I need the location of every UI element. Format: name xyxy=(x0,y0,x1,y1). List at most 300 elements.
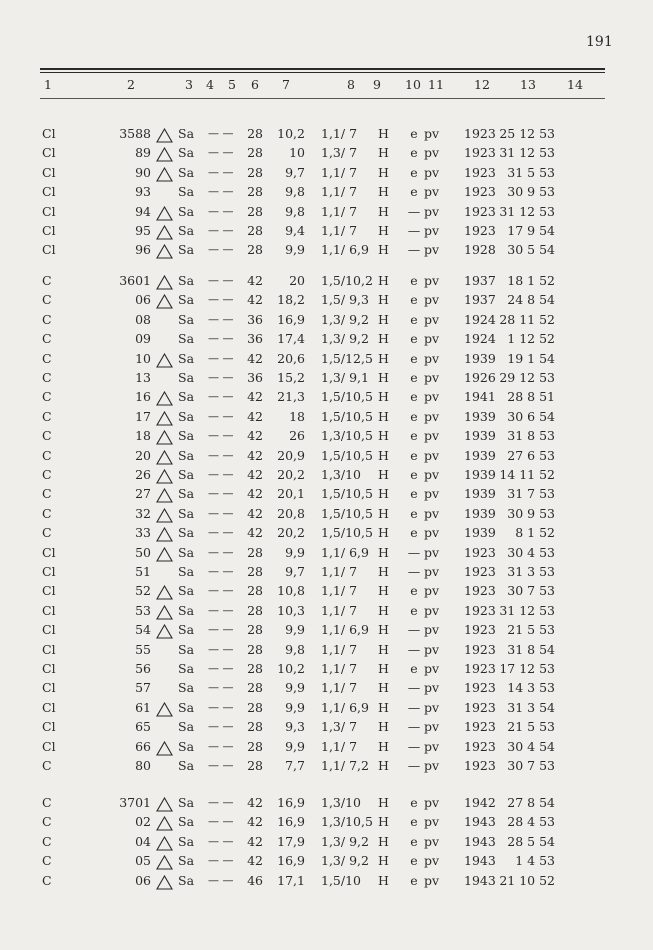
sa-value: Sa xyxy=(178,505,195,521)
triangle-icon xyxy=(156,875,173,890)
entry-number: 33 xyxy=(135,525,151,541)
value-col7: 15,2 xyxy=(277,370,305,385)
dash-columns: — — xyxy=(208,700,234,714)
e-value: — xyxy=(407,719,421,735)
table-row xyxy=(0,873,653,893)
sa-value: Sa xyxy=(178,486,195,502)
year-value: 1937 xyxy=(464,292,496,308)
year-value: 1939 xyxy=(464,428,496,444)
h-value: H xyxy=(378,833,389,849)
date-value: 30 4 54 xyxy=(507,738,555,754)
category-code: Cl xyxy=(42,564,56,579)
value-col6: 28 xyxy=(247,622,263,638)
pv-value: pv xyxy=(424,428,440,444)
year-value: 1923 xyxy=(464,680,496,696)
e-value: — xyxy=(407,544,421,560)
h-value: H xyxy=(378,273,389,288)
e-value: — xyxy=(407,622,421,638)
table-row xyxy=(0,409,653,429)
sa-value: Sa xyxy=(178,661,195,676)
column-header-12: 12 xyxy=(474,77,490,92)
date-value: 18 1 52 xyxy=(507,273,555,288)
date-value: 30 9 53 xyxy=(507,184,555,200)
value-col6: 42 xyxy=(247,292,263,308)
value-col7: 26 xyxy=(289,428,305,444)
triangle-icon xyxy=(156,855,173,870)
triangle-icon xyxy=(156,702,173,717)
table-row xyxy=(0,223,653,243)
year-value: 1939 xyxy=(464,486,496,502)
date-value: 30 7 53 xyxy=(507,758,555,773)
pv-value: pv xyxy=(424,486,440,502)
top-thin-rule xyxy=(40,72,605,73)
value-col6: 42 xyxy=(247,853,263,869)
table-row xyxy=(0,145,653,165)
value-col7: 16,9 xyxy=(277,795,305,810)
value-col7: 9,8 xyxy=(285,641,305,657)
date-value: 24 8 54 xyxy=(507,292,555,308)
category-code: C xyxy=(42,795,52,810)
value-col6: 36 xyxy=(247,311,263,327)
value-col6: 28 xyxy=(247,699,263,715)
entry-number: 06 xyxy=(135,292,151,308)
ratio-value: 1,1/ 7 xyxy=(321,164,358,180)
year-value: 1923 xyxy=(464,583,496,599)
ratio-value: 1,3/ 9,1 xyxy=(321,370,369,385)
h-value: H xyxy=(378,242,389,258)
top-double-rule xyxy=(40,68,605,70)
sa-value: Sa xyxy=(178,622,195,638)
table-row xyxy=(0,853,653,873)
triangle-icon xyxy=(156,225,173,240)
date-value: 25 12 53 xyxy=(499,126,555,141)
value-col6: 28 xyxy=(247,164,263,180)
year-value: 1923 xyxy=(464,758,496,773)
value-col6: 28 xyxy=(247,680,263,696)
value-col6: 42 xyxy=(247,525,263,541)
sa-value: Sa xyxy=(178,814,195,830)
column-header-10: 10 xyxy=(405,77,421,92)
year-value: 1943 xyxy=(464,814,496,830)
triangle-icon xyxy=(156,527,173,542)
year-value: 1942 xyxy=(464,795,496,810)
value-col7: 9,3 xyxy=(285,719,305,735)
h-value: H xyxy=(378,223,389,238)
e-value: — xyxy=(407,758,421,773)
pv-value: pv xyxy=(424,661,440,676)
value-col7: 20,8 xyxy=(277,505,305,521)
dash-columns: — — xyxy=(208,662,234,675)
entry-number: 55 xyxy=(135,641,151,657)
entry-number: 94 xyxy=(135,203,151,219)
category-code: C xyxy=(42,370,52,385)
h-value: H xyxy=(378,738,389,754)
e-value: e xyxy=(410,273,418,288)
value-col6: 28 xyxy=(247,203,263,219)
triangle-icon xyxy=(156,741,173,756)
value-col6: 28 xyxy=(247,583,263,599)
pv-value: pv xyxy=(424,680,440,696)
e-value: e xyxy=(410,872,418,888)
category-code: C xyxy=(42,428,52,444)
category-code: C xyxy=(42,331,52,347)
value-col6: 42 xyxy=(247,408,263,424)
value-col7: 18,2 xyxy=(277,292,305,308)
entry-number: 66 xyxy=(135,738,151,754)
table-row xyxy=(0,370,653,390)
year-value: 1923 xyxy=(464,622,496,638)
column-header-4: 4 xyxy=(206,77,214,92)
date-value: 31 12 53 xyxy=(499,203,555,219)
value-col6: 42 xyxy=(247,273,263,288)
ratio-value: 1,5/ 9,3 xyxy=(321,292,369,308)
value-col6: 28 xyxy=(247,758,263,773)
value-col6: 42 xyxy=(247,833,263,849)
e-value: e xyxy=(410,583,418,599)
dash-columns: — — xyxy=(208,351,234,365)
table-row xyxy=(0,545,653,565)
pv-value: pv xyxy=(424,203,440,219)
column-header-11: 11 xyxy=(428,77,444,92)
pv-value: pv xyxy=(424,331,440,347)
year-value: 1939 xyxy=(464,408,496,424)
dash-columns: — — xyxy=(208,759,234,772)
triangle-icon xyxy=(156,488,173,503)
entry-number: 27 xyxy=(135,486,151,502)
category-code: C xyxy=(42,311,52,327)
h-value: H xyxy=(378,467,389,482)
e-value: e xyxy=(410,833,418,849)
value-col6: 42 xyxy=(247,486,263,502)
column-header-5: 5 xyxy=(228,77,236,92)
e-value: e xyxy=(410,428,418,444)
e-value: e xyxy=(410,292,418,308)
pv-value: pv xyxy=(424,622,440,638)
value-col6: 28 xyxy=(247,738,263,754)
table-row xyxy=(0,351,653,371)
year-value: 1924 xyxy=(464,331,496,347)
value-col7: 10,2 xyxy=(277,126,305,141)
value-col7: 9,9 xyxy=(285,242,305,258)
dash-columns: — — xyxy=(208,487,234,501)
pv-value: pv xyxy=(424,467,440,482)
entry-number: 18 xyxy=(135,428,151,444)
h-value: H xyxy=(378,331,389,347)
sa-value: Sa xyxy=(178,408,195,424)
category-code: C xyxy=(42,273,52,288)
sa-value: Sa xyxy=(178,331,195,347)
pv-value: pv xyxy=(424,602,440,618)
column-header-7: 7 xyxy=(282,77,290,92)
category-code: C xyxy=(42,292,52,308)
entry-number: 53 xyxy=(135,602,151,618)
pv-value: pv xyxy=(424,145,440,161)
h-value: H xyxy=(378,795,389,810)
table-row xyxy=(0,204,653,224)
entry-number: 54 xyxy=(135,622,151,638)
dash-columns: — — xyxy=(208,506,234,520)
e-value: — xyxy=(407,223,421,238)
ratio-value: 1,1/ 7 xyxy=(321,184,358,200)
date-value: 28 11 52 xyxy=(499,311,555,327)
h-value: H xyxy=(378,505,389,521)
pv-value: pv xyxy=(424,273,440,288)
triangle-icon xyxy=(156,167,173,182)
e-value: e xyxy=(410,853,418,869)
h-value: H xyxy=(378,699,389,715)
ratio-value: 1,1/ 7 xyxy=(321,223,358,238)
date-value: 31 7 53 xyxy=(507,486,555,502)
category-code: C xyxy=(42,467,52,482)
value-col7: 9,9 xyxy=(285,699,305,715)
value-col6: 42 xyxy=(247,428,263,444)
value-col6: 28 xyxy=(247,145,263,161)
ratio-value: 1,3/ 9,2 xyxy=(321,331,369,347)
value-col7: 20 xyxy=(289,273,305,288)
year-value: 1939 xyxy=(464,350,496,366)
dash-columns: — — xyxy=(208,127,234,140)
ratio-value: 1,5/12,5 xyxy=(321,350,373,366)
triangle-icon xyxy=(156,508,173,523)
date-value: 28 8 51 xyxy=(507,389,555,405)
year-value: 1926 xyxy=(464,370,496,385)
date-value: 31 8 53 xyxy=(507,428,555,444)
category-code: Cl xyxy=(42,699,56,715)
value-col6: 42 xyxy=(247,795,263,810)
category-code: Cl xyxy=(42,680,56,696)
entry-number: 3701 xyxy=(119,795,151,810)
ratio-value: 1,1/ 6,9 xyxy=(321,699,369,715)
value-col7: 16,9 xyxy=(277,814,305,830)
date-value: 17 9 54 xyxy=(507,223,555,238)
sa-value: Sa xyxy=(178,467,195,482)
dash-columns: — — xyxy=(208,165,234,179)
h-value: H xyxy=(378,350,389,366)
column-header-14: 14 xyxy=(567,77,583,92)
table-row xyxy=(0,184,653,204)
triangle-icon xyxy=(156,547,173,562)
h-value: H xyxy=(378,872,389,888)
ratio-value: 1,3/ 7 xyxy=(321,145,358,161)
ratio-value: 1,1/ 6,9 xyxy=(321,242,369,258)
table-row xyxy=(0,467,653,487)
pv-value: pv xyxy=(424,699,440,715)
sa-value: Sa xyxy=(178,292,195,308)
year-value: 1924 xyxy=(464,311,496,327)
e-value: e xyxy=(410,486,418,502)
value-col6: 28 xyxy=(247,223,263,238)
table-row xyxy=(0,389,653,409)
triangle-icon xyxy=(156,624,173,639)
dash-columns: — — xyxy=(208,623,234,637)
entry-number: 08 xyxy=(135,311,151,327)
dash-columns: — — xyxy=(208,681,234,695)
value-col6: 28 xyxy=(247,184,263,200)
e-value: e xyxy=(410,525,418,541)
dash-columns: — — xyxy=(208,146,234,160)
sa-value: Sa xyxy=(178,389,195,405)
value-col7: 20,2 xyxy=(277,525,305,541)
pv-value: pv xyxy=(424,758,440,773)
date-value: 21 5 53 xyxy=(507,622,555,638)
value-col7: 20,1 xyxy=(277,486,305,502)
ratio-value: 1,1/ 7 xyxy=(321,738,358,754)
triangle-icon xyxy=(156,836,173,851)
pv-value: pv xyxy=(424,505,440,521)
ratio-value: 1,5/10,5 xyxy=(321,447,373,463)
entry-number: 61 xyxy=(135,699,151,715)
table-row xyxy=(0,661,653,681)
pv-value: pv xyxy=(424,408,440,424)
date-value: 31 12 53 xyxy=(499,145,555,161)
sa-value: Sa xyxy=(178,273,195,288)
ratio-value: 1,3/ 9,2 xyxy=(321,311,369,327)
category-code: Cl xyxy=(42,719,56,735)
table-row xyxy=(0,273,653,293)
value-col7: 17,1 xyxy=(277,872,305,888)
table-row xyxy=(0,739,653,759)
date-value: 30 6 54 xyxy=(507,408,555,424)
value-col7: 9,9 xyxy=(285,680,305,696)
pv-value: pv xyxy=(424,795,440,810)
table-row xyxy=(0,448,653,468)
ratio-value: 1,1/ 7 xyxy=(321,641,358,657)
pv-value: pv xyxy=(424,544,440,560)
date-value: 28 4 53 xyxy=(507,814,555,830)
category-code: C xyxy=(42,350,52,366)
category-code: C xyxy=(42,872,52,888)
category-code: C xyxy=(42,525,52,541)
column-header-2: 2 xyxy=(127,77,135,92)
sa-value: Sa xyxy=(178,145,195,161)
category-code: C xyxy=(42,505,52,521)
value-col6: 28 xyxy=(247,661,263,676)
entry-number: 90 xyxy=(135,164,151,180)
entry-number: 57 xyxy=(135,680,151,696)
table-row xyxy=(0,242,653,262)
value-col6: 42 xyxy=(247,389,263,405)
entry-number: 56 xyxy=(135,661,151,676)
e-value: e xyxy=(410,814,418,830)
date-value: 31 3 54 xyxy=(507,699,555,715)
h-value: H xyxy=(378,680,389,696)
year-value: 1923 xyxy=(464,661,496,676)
date-value: 1 4 53 xyxy=(515,853,555,869)
value-col7: 9,8 xyxy=(285,184,305,200)
sa-value: Sa xyxy=(178,126,195,141)
e-value: — xyxy=(407,564,421,579)
ratio-value: 1,5/10,2 xyxy=(321,273,373,288)
ratio-value: 1,5/10,5 xyxy=(321,505,373,521)
sa-value: Sa xyxy=(178,680,195,696)
value-col6: 28 xyxy=(247,641,263,657)
sa-value: Sa xyxy=(178,242,195,258)
pv-value: pv xyxy=(424,311,440,327)
year-value: 1943 xyxy=(464,853,496,869)
triangle-icon xyxy=(156,275,173,290)
e-value: e xyxy=(410,145,418,161)
year-value: 1923 xyxy=(464,164,496,180)
value-col7: 16,9 xyxy=(277,853,305,869)
year-value: 1939 xyxy=(464,505,496,521)
pv-value: pv xyxy=(424,833,440,849)
pv-value: pv xyxy=(424,583,440,599)
dash-columns: — — xyxy=(208,526,234,540)
value-col7: 9,8 xyxy=(285,203,305,219)
h-value: H xyxy=(378,184,389,200)
entry-number: 10 xyxy=(135,350,151,366)
ratio-value: 1,5/10,5 xyxy=(321,408,373,424)
sa-value: Sa xyxy=(178,872,195,888)
category-code: Cl xyxy=(42,126,56,141)
ratio-value: 1,5/10,5 xyxy=(321,486,373,502)
pv-value: pv xyxy=(424,564,440,579)
ratio-value: 1,5/10,5 xyxy=(321,525,373,541)
table-row xyxy=(0,292,653,312)
dash-columns: — — xyxy=(208,739,234,753)
pv-value: pv xyxy=(424,223,440,238)
pv-value: pv xyxy=(424,525,440,541)
entry-number: 96 xyxy=(135,242,151,258)
ratio-value: 1,1/ 7 xyxy=(321,680,358,696)
dash-columns: — — xyxy=(208,834,234,848)
sa-value: Sa xyxy=(178,184,195,200)
entry-number: 3588 xyxy=(119,126,151,141)
date-value: 27 6 53 xyxy=(507,447,555,463)
pv-value: pv xyxy=(424,292,440,308)
dash-columns: — — xyxy=(208,854,234,868)
date-value: 1 12 52 xyxy=(507,331,555,347)
dash-columns: — — xyxy=(208,448,234,462)
triangle-icon xyxy=(156,147,173,162)
category-code: C xyxy=(42,486,52,502)
column-header-1: 1 xyxy=(44,77,52,92)
sa-value: Sa xyxy=(178,738,195,754)
entry-number: 89 xyxy=(135,145,151,161)
column-header-6: 6 xyxy=(251,77,259,92)
table-row xyxy=(0,165,653,185)
category-code: C xyxy=(42,853,52,869)
ratio-value: 1,3/ 9,2 xyxy=(321,853,369,869)
h-value: H xyxy=(378,408,389,424)
year-value: 1939 xyxy=(464,467,496,482)
value-col6: 28 xyxy=(247,602,263,618)
entry-number: 05 xyxy=(135,853,151,869)
h-value: H xyxy=(378,602,389,618)
value-col6: 46 xyxy=(247,872,263,888)
value-col7: 20,2 xyxy=(277,467,305,482)
entry-number: 26 xyxy=(135,467,151,482)
sa-value: Sa xyxy=(178,447,195,463)
year-value: 1941 xyxy=(464,389,496,405)
e-value: e xyxy=(410,370,418,385)
h-value: H xyxy=(378,389,389,405)
date-value: 17 12 53 xyxy=(499,661,555,676)
date-value: 21 10 52 xyxy=(499,872,555,888)
category-code: Cl xyxy=(42,145,56,161)
triangle-icon xyxy=(156,585,173,600)
h-value: H xyxy=(378,164,389,180)
table-row xyxy=(0,622,653,642)
year-value: 1937 xyxy=(464,273,496,288)
value-col7: 21,3 xyxy=(277,389,305,405)
date-value: 14 11 52 xyxy=(499,467,555,482)
triangle-icon xyxy=(156,244,173,259)
year-value: 1923 xyxy=(464,602,496,618)
table-row xyxy=(0,583,653,603)
table-row xyxy=(0,506,653,526)
value-col7: 9,7 xyxy=(285,164,305,180)
